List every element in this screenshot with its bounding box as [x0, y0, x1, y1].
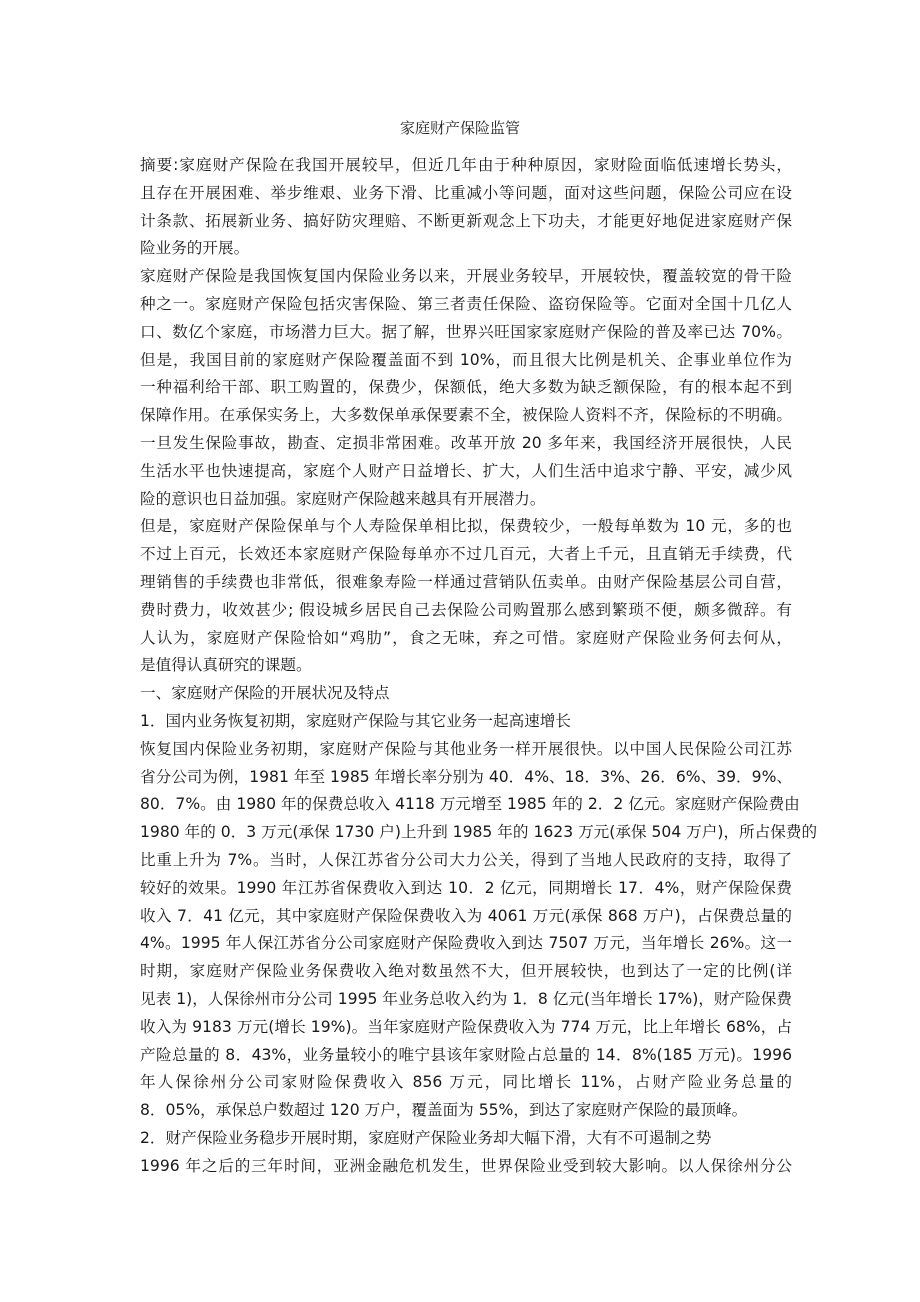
text-line: 一旦发生保险事故，勘查、定损非常困难。改革开放 20 多年来，我国经济开展很快，人民	[140, 433, 792, 452]
text-line: 4%。1995 年人保江苏省分公司家庭财产保险费收入到达 7507 万元，当年增长 26%。这一	[140, 934, 792, 953]
text-line: 一、家庭财产保险的开展状况及特点	[140, 684, 390, 703]
text-line: 口、数亿个家庭，市场潜力巨大。据了解，世界兴旺国家家庭财产保险的普及率已达 70%。	[140, 322, 792, 341]
text-line: 年人保徐州分公司家财险保费收入 856 万元，同比增长 11%，占财产险业务总量的	[140, 1073, 792, 1092]
text-line: 费时费力，收效甚少; 假设城乡居民自己去保险公司购置那么感到繁琐不便，颇多微辞。有	[140, 600, 792, 619]
text-line: 时期，家庭财产保险业务保费收入绝对数虽然不大，但开展较快，也到达了一定的比例(详	[140, 962, 792, 981]
text-line: 且存在开展困难、举步维艰、业务下滑、比重减小等问题，面对这些问题，保险公司应在设	[140, 183, 792, 202]
section-heading	[140, 680, 792, 708]
text-line: 收入 7．41 亿元，其中家庭财产保险保费收入为 4061 万元(承保 868 万户)，占保费总量的	[140, 906, 792, 925]
text-line: 80．7%。由 1980 年的保费总收入 4118 万元增至 1985 年的 2．2 亿元。家庭财产保险费由	[140, 795, 800, 814]
subsection-heading	[140, 708, 792, 736]
text-line: 8．05%，承保总户数超过 120 万户，覆盖面为 55%，到达了家庭财产保险的最顶峰。	[140, 1101, 748, 1120]
text-line: 一种福利给干部、职工购置的，保费少，保额低，绝大多数为缺乏额保险，有的根本起不到	[140, 378, 792, 397]
text-line: 生活水平也快速提高，家庭个人财产日益增长、扩大，人们生活中追求宁静、平安，减少风	[140, 461, 792, 480]
text-line: 计条款、拓展新业务、搞好防灾理赔、不断更新观念上下功夫，才能更好地促进家庭财产保	[140, 211, 792, 230]
text-line: 但是，家庭财产保险保单与个人寿险保单相比拟，保费较少，一般每单数为 10 元，多的也	[140, 517, 792, 536]
document-body	[140, 152, 818, 1180]
text-line: 是值得认真研究的课题。	[140, 656, 312, 675]
text-line: 不过上百元，长效还本家庭财产保险每单亦不过几百元，大者上千元，且直销无手续费，代	[140, 545, 792, 564]
text-line: 理销售的手续费也非常低，很难象寿险一样通过营销队伍卖单。由财产保险基层公司自营，	[140, 572, 792, 591]
text-line: 人认为，家庭财产保险恰如“鸡肋”，食之无味，弃之可惜。家庭财产保险业务何去何从，	[140, 628, 792, 647]
body-paragraph	[140, 1153, 792, 1181]
subsection-heading	[140, 1125, 792, 1153]
text-line: 比重上升为 7%。当时，人保江苏省分公司大力公关，得到了当地人民政府的支持，取得了	[140, 850, 792, 869]
text-line: 但是，我国目前的家庭财产保险覆盖面不到 10%，而且很大比例是机关、企事业单位作为	[140, 350, 792, 369]
text-line: 1．国内业务恢复初期，家庭财产保险与其它业务一起高速增长	[140, 711, 571, 730]
body-paragraph	[140, 736, 818, 1125]
text-line: 恢复国内保险业务初期，家庭财产保险与其他业务一样开展很快。以中国人民保险公司江苏	[140, 739, 792, 758]
text-line: 1980 年的 0．3 万元(承保 1730 户)上升到 1985 年的 1623 万元(承保 504 万户)，所占保费的	[140, 823, 818, 842]
page-title: 家庭财产保险监管	[399, 119, 520, 137]
text-line: 较好的效果。1990 年江苏省保费收入到达 10．2 亿元，同期增长 17．4%，财产保险保费	[140, 878, 792, 897]
discussion-paragraph	[140, 513, 792, 680]
text-line: 收入为 9183 万元(增长 19%)。当年家庭财产险保费收入为 774 万元，比上年增长 68%，占	[140, 1017, 792, 1036]
text-line: 见表 1)，人保徐州市分公司 1995 年业务总收入约为 1．8 亿元(当年增长 17%)，财产险保费	[140, 989, 792, 1008]
text-line: 险业务的开展。	[140, 239, 250, 258]
text-line: 险的意识也日益加强。家庭财产保险越来越具有开展潜力。	[140, 489, 546, 508]
text-line: 产险总量的 8．43%，业务量较小的唯宁县该年家财险占总量的 14．8%(185 万元)。1996	[140, 1045, 792, 1064]
text-line: 2．财产保险业务稳步开展时期，家庭财产保险业务却大幅下滑，大有不可遏制之势	[140, 1128, 712, 1147]
intro-paragraph	[140, 263, 792, 513]
text-line: 1996 年之后的三年时间，亚洲金融危机发生，世界保险业受到较大影响。以人保徐州分公	[140, 1156, 792, 1175]
text-line: 保障作用。在承保实务上，大多数保单承保要素不全，被保险人资料不齐，保险标的不明确。	[140, 406, 792, 425]
text-line: 家庭财产保险是我国恢复国内保险业务以来，开展业务较早，开展较快，覆盖较宽的骨干险	[140, 267, 792, 286]
text-line: 种之一。家庭财产保险包括灾害保险、第三者责任保险、盗窃保险等。它面对全国十几亿人	[140, 294, 792, 313]
text-line: 摘要:家庭财产保险在我国开展较早，但近几年由于种种原因，家财险面临低速增长势头，	[140, 156, 792, 174]
abstract-paragraph	[140, 152, 792, 263]
text-line: 省分公司为例，1981 年至 1985 年增长率分别为 40．4%、18．3%、26．6%、39．9%、	[140, 767, 792, 786]
